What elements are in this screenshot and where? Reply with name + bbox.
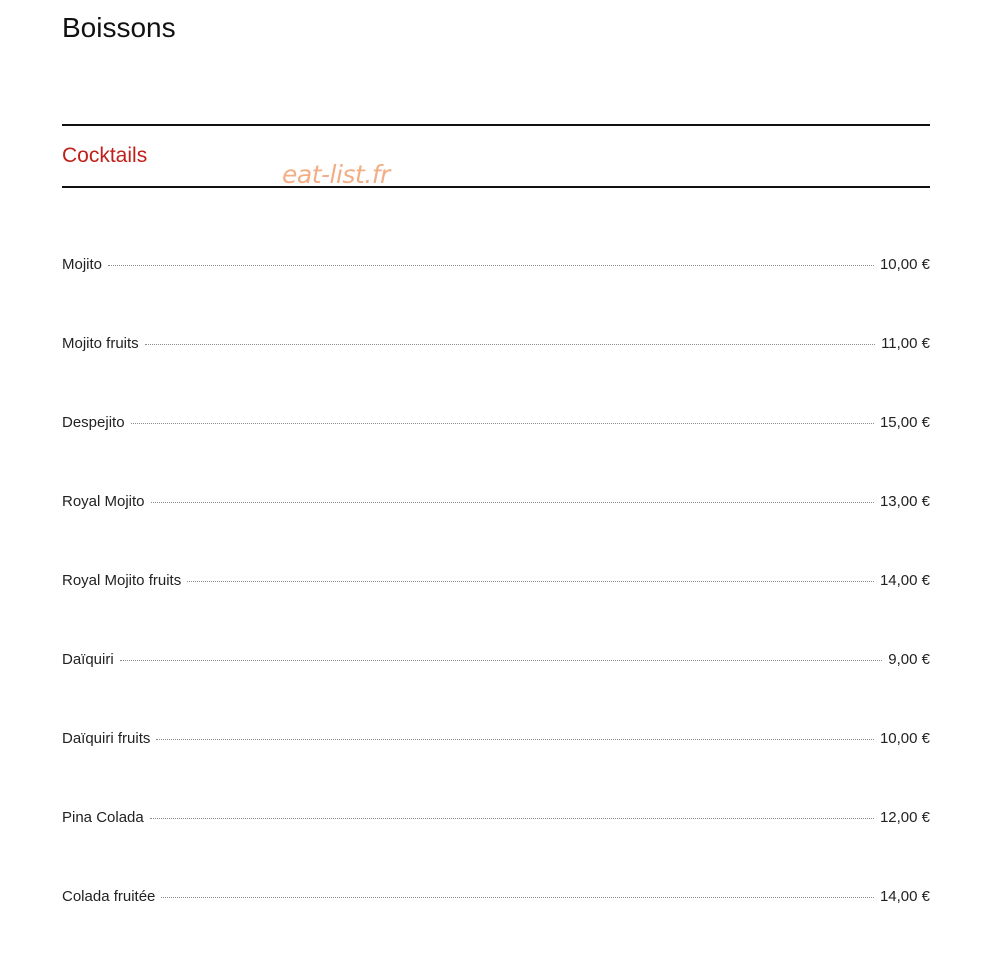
dotted-leader — [150, 818, 874, 819]
menu-item — [62, 256, 930, 335]
item-price: 13,00 € — [879, 493, 930, 510]
menu-item — [62, 572, 930, 651]
item-price: 12,00 € — [879, 809, 930, 826]
item-price: 11,00 € — [881, 335, 930, 352]
section-title: Cocktails — [62, 144, 148, 167]
item-price: 10,00 € — [879, 730, 930, 747]
menu-item — [62, 335, 930, 414]
item-name: Colada fruitée — [62, 888, 156, 905]
menu-item — [62, 730, 930, 809]
dotted-leader — [145, 344, 875, 345]
item-price: 9,00 € — [888, 651, 930, 668]
section-header — [62, 124, 930, 167]
dotted-leader — [131, 423, 874, 424]
watermark: eat-list.fr — [282, 160, 390, 189]
dotted-leader — [187, 581, 874, 582]
item-name: Pina Colada — [62, 809, 144, 826]
item-name: Daïquiri — [62, 651, 114, 668]
menu-item — [62, 809, 930, 888]
item-price: 14,00 € — [879, 572, 930, 589]
menu-item — [62, 493, 930, 572]
item-name: Mojito — [62, 256, 103, 273]
item-name: Mojito fruits — [62, 335, 139, 352]
item-name: Royal Mojito — [62, 493, 145, 510]
item-price: 14,00 € — [879, 888, 930, 905]
section-bottom-divider — [62, 186, 930, 188]
menu-item — [62, 414, 930, 493]
menu-list — [62, 256, 930, 967]
dotted-leader — [120, 660, 883, 661]
item-price: 15,00 € — [879, 414, 930, 431]
dotted-leader — [161, 897, 874, 898]
dotted-leader — [156, 739, 874, 740]
item-name: Despejito — [62, 414, 125, 431]
dotted-leader — [108, 265, 874, 266]
dotted-leader — [151, 502, 874, 503]
item-price: 10,00 € — [879, 256, 930, 273]
item-name: Royal Mojito fruits — [62, 572, 182, 589]
page-title: Boissons — [62, 12, 176, 43]
section-top-divider — [62, 124, 930, 126]
menu-item — [62, 888, 930, 967]
menu-item — [62, 651, 930, 730]
item-name: Daïquiri fruits — [62, 730, 151, 747]
